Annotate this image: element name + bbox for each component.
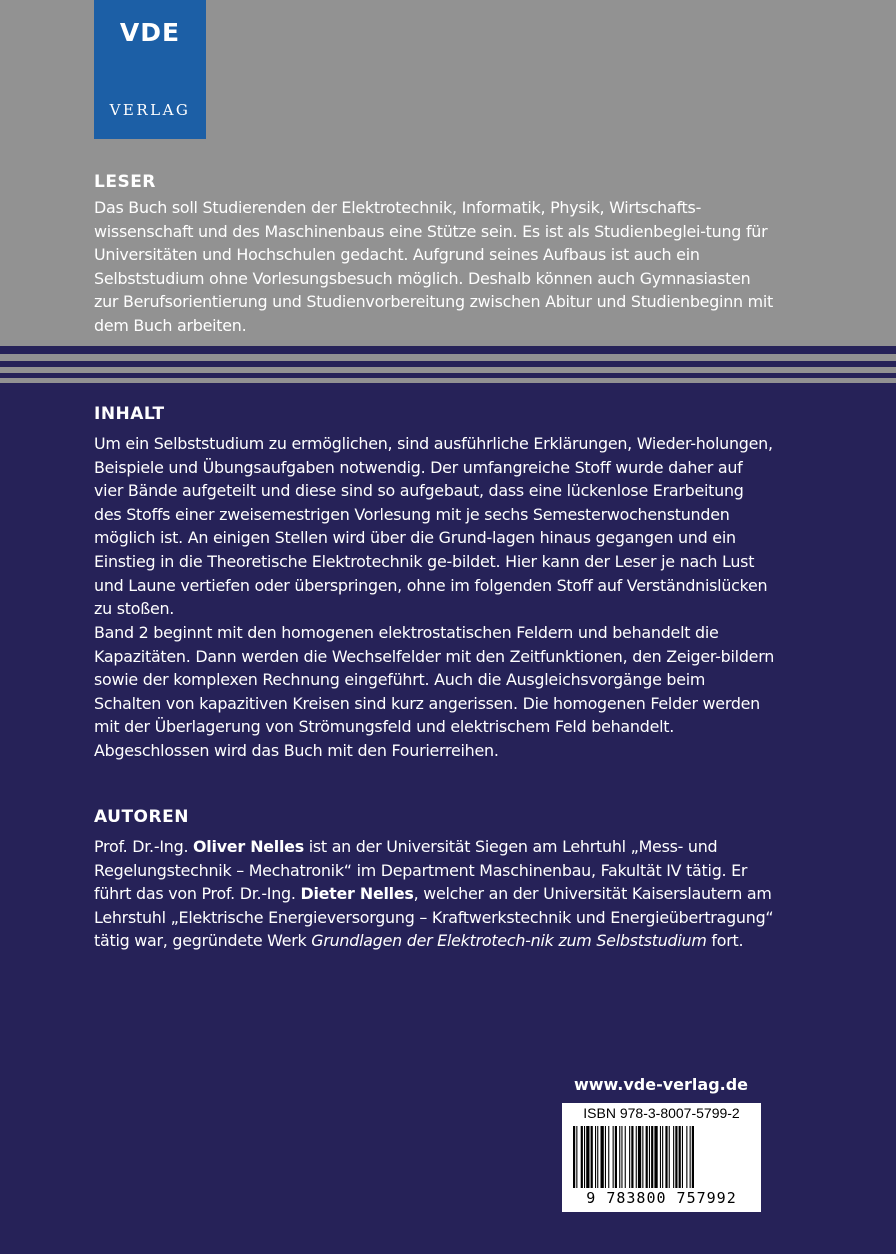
barcode-bar bbox=[675, 1126, 677, 1188]
barcode-bar bbox=[591, 1126, 593, 1188]
barcode-bar bbox=[621, 1126, 622, 1188]
author-oliver-nelles: Oliver Nelles bbox=[193, 837, 304, 856]
barcode-bar bbox=[619, 1126, 620, 1188]
barcode-bar bbox=[686, 1126, 687, 1188]
barcode-bar bbox=[654, 1126, 657, 1188]
barcode-bars bbox=[573, 1126, 750, 1188]
barcode-bar bbox=[692, 1126, 694, 1188]
inhalt-paragraph-1: Um ein Selbststudium zu ermöglichen, sind ausführliche Erklärungen, Wieder-holungen, Beispiele und Übungsaufgaben notwendig. Der umfangreiche Stoff wurde daher auf vier Bände aufgeteilt und diese sind so aufgebaut, dass eine lückenlose Erarbeitung des Stoffs einer zweisemestrigen Vorlesung mit je sechs Semesterwochenstunden möglich ist. An einigen Stellen wird über die Grund-lagen hinaus gegangen und ein Einstieg in die Theoretische Elektrotechnik ge-bildet. Hier kann der Leser je nach Lust und Laune vertiefen oder überspringen, ohne im folgenden Stoff auf Verständnislücken zu stoßen. bbox=[94, 434, 773, 619]
barcode-bar bbox=[597, 1126, 598, 1188]
barcode-bar bbox=[651, 1126, 653, 1188]
barcode-bar bbox=[613, 1126, 614, 1188]
logo-verlag-text: VERLAG bbox=[109, 101, 191, 119]
barcode-bar bbox=[673, 1126, 674, 1188]
barcode-bar bbox=[665, 1126, 667, 1188]
autoren-text: Prof. Dr.-Ing. Oliver Nelles ist an der Universität Siegen am Lehrtuhl „Mess- und Regelungstechnik – Mechatronik“ im Department Maschinenbau, Fakultät IV tätig. Er führt das von Prof. Dr.-Ing. Dieter Nelles, welcher an der Universität Kaiserslautern am Lehrstuhl „Elektrische Energieversorgung – Kraftwerkstechnik und Energieübertragung“ tätig war, gegründete Werk Grundlagen der Elektrotech-nik zum Selbststudium fort. bbox=[94, 837, 774, 951]
vde-verlag-logo bbox=[94, 0, 206, 139]
barcode-bar bbox=[669, 1126, 670, 1188]
barcode-bar bbox=[601, 1126, 604, 1188]
barcode-bar bbox=[625, 1126, 626, 1188]
barcode-bar bbox=[662, 1126, 663, 1188]
isbn-barcode bbox=[562, 1103, 761, 1212]
barcode-bar bbox=[682, 1126, 683, 1188]
barcode-digits: 9 783800 757992 bbox=[586, 1189, 737, 1207]
barcode-bar bbox=[629, 1126, 630, 1188]
barcode-bar bbox=[608, 1126, 609, 1188]
barcode-bar bbox=[649, 1126, 650, 1188]
barcode-bar bbox=[586, 1126, 589, 1188]
author-dieter-nelles: Dieter Nelles bbox=[300, 884, 414, 904]
barcode-bar bbox=[576, 1126, 577, 1188]
barcode-bar bbox=[605, 1126, 606, 1188]
logo-vde-text: VDE bbox=[119, 18, 181, 47]
barcode-bar bbox=[646, 1126, 648, 1188]
leser-text: Das Buch soll Studierenden der Elektrotechnik, Informatik, Physik, Wirtschafts-wissenschaft und des Maschinenbaus eine Stütze sein. Es ist als Studienbeglei-tung für Universitäten und Hochschulen gedacht. Aufgrund seines Aufbaus ist auch ein Selbststudium ohne Vorlesungsbesuch möglich. Deshalb können auch Gymnasiasten zur Berufsorientierung und Studienvorbereitung zwischen Abitur und Studienbeginn mit dem Buch arbeiten. bbox=[94, 198, 774, 335]
autoren-heading: AUTOREN bbox=[94, 807, 189, 827]
barcode-bar bbox=[636, 1126, 637, 1188]
barcode-bar bbox=[690, 1126, 691, 1188]
barcode-bar bbox=[642, 1126, 643, 1188]
barcode-bar bbox=[638, 1126, 641, 1188]
barcode-bar bbox=[581, 1126, 583, 1188]
barcode-bar bbox=[631, 1126, 633, 1188]
inhalt-paragraph-2: Band 2 beginnt mit den homogenen elektrostatischen Feldern und behandelt die Kapazitäten. Dann werden die Wechselfelder mit den Zeitfunktionen, den Zeiger-bildern sowie der komplexen Rechnung eingeführt. Auch die Ausgleichsvorgänge beim Schalten von kapazitiven Kreisen sind kurz angerissen. Die homogenen Felder werden mit der Überlagerung von Strömungsfeld und elektrischem Feld behandelt. Abgeschlossen wird das Buch mit den Fourierreihen. bbox=[94, 623, 775, 760]
barcode-bar bbox=[660, 1126, 661, 1188]
barcode-bar bbox=[679, 1126, 681, 1188]
barcode-bar bbox=[584, 1126, 585, 1188]
leser-heading: LESER bbox=[94, 172, 156, 192]
book-title: Grundlagen der Elektrotech-nik zum Selbststudium bbox=[311, 931, 707, 951]
publisher-website[interactable]: www.vde-verlag.de bbox=[573, 1075, 749, 1094]
barcode-bar bbox=[573, 1126, 575, 1188]
barcode-bar bbox=[615, 1126, 617, 1188]
barcode-bar bbox=[595, 1126, 596, 1188]
isbn-label: ISBN 978-3-8007-5799-2 bbox=[583, 1105, 740, 1121]
inhalt-heading: INHALT bbox=[94, 404, 165, 424]
